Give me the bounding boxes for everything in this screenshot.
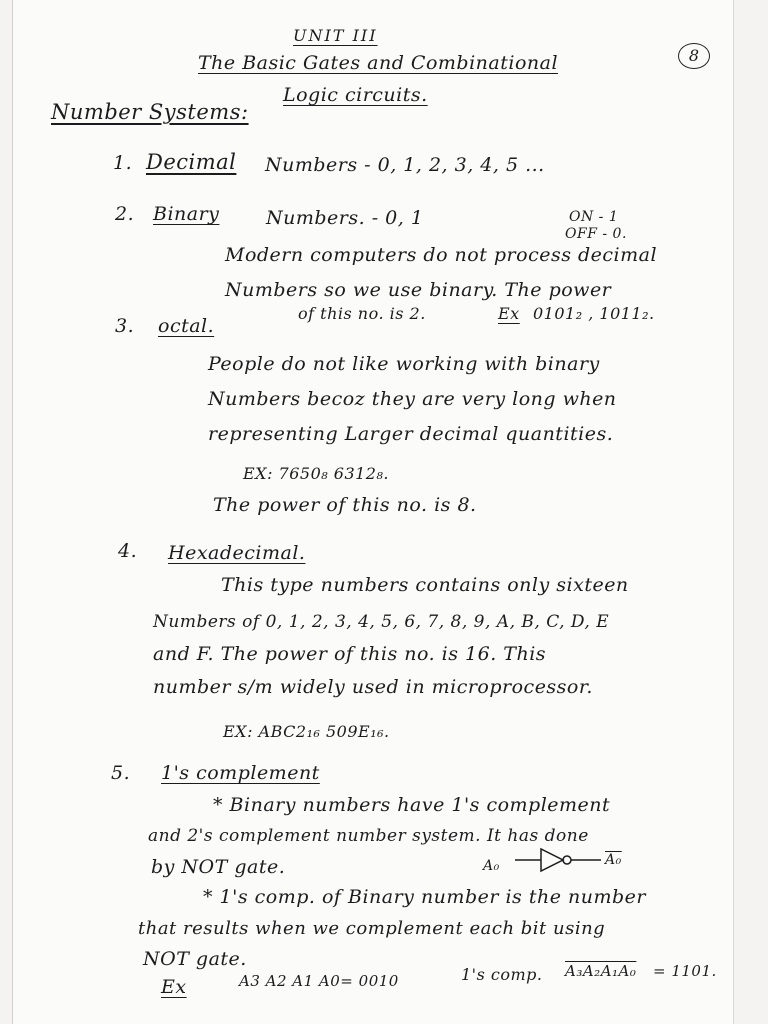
not-gate-icon (515, 846, 607, 874)
hexa-line-4: number s/m widely used in microprocessor. (153, 676, 593, 698)
binary-on: ON - 1 (569, 209, 619, 225)
octal-line-1: People do not like working with binary (208, 353, 600, 375)
ones-line-3: by NOT gate. (151, 856, 286, 878)
ones-label: 1's complement (161, 762, 320, 784)
ones-line-4: * 1's comp. of Binary number is the number (203, 886, 646, 908)
ones-comp-prefix: 1's comp. (461, 965, 543, 984)
octal-number: 3. (115, 315, 135, 337)
ones-line-1: * Binary numbers have 1's complement (213, 794, 611, 816)
page-number-circle: 8 (678, 43, 710, 69)
octal-line-3: representing Larger decimal quantities. (208, 423, 614, 445)
octal-label: octal. (158, 315, 215, 337)
binary-ex-label: Ex (498, 304, 520, 323)
section-heading: Number Systems: (51, 100, 249, 124)
octal-power: The power of this no. is 8. (213, 494, 477, 516)
binary-number: 2. (115, 203, 135, 225)
binary-line-3: of this no. is 2. (298, 304, 426, 323)
octal-example: EX: 7650₈ 6312₈. (243, 464, 389, 483)
ones-comp-value: = 1101. (653, 962, 717, 980)
decimal-number: 1. (113, 152, 133, 174)
hexa-number: 4. (118, 540, 138, 562)
gate-output-label: A₀ (605, 852, 622, 868)
hexa-label: Hexadecimal. (168, 542, 306, 564)
binary-off: OFF - 0. (565, 226, 627, 242)
hexa-line-3: and F. The power of this no. is 16. This (153, 643, 547, 665)
ones-ex-value: A3 A2 A1 A0= 0010 (239, 972, 399, 990)
binary-label: Binary (153, 203, 220, 225)
gate-input-label: A₀ (483, 858, 500, 874)
binary-text: Numbers. - 0, 1 (266, 207, 424, 229)
decimal-label: Decimal (146, 150, 237, 174)
unit-heading: UNIT III (293, 26, 378, 45)
binary-line-2: Numbers so we use binary. The power (225, 279, 612, 301)
hexa-line-1: This type numbers contains only sixteen (221, 574, 629, 596)
binary-line-1: Modern computers do not process decimal (225, 244, 658, 266)
ones-line-2: and 2's complement number system. It has done (148, 826, 589, 846)
ones-ex-label: Ex (161, 976, 187, 998)
title-line-1: The Basic Gates and Combinational (198, 52, 559, 74)
ones-line-5: that results when we complement each bit using (138, 918, 606, 939)
notebook-page (12, 0, 734, 1024)
ones-number: 5. (111, 762, 131, 784)
hexa-example: EX: ABC2₁₆ 509E₁₆. (223, 722, 390, 741)
ones-line-6: NOT gate. (143, 948, 247, 970)
title-line-2: Logic circuits. (283, 84, 428, 106)
decimal-text: Numbers - 0, 1, 2, 3, 4, 5 ... (265, 154, 545, 176)
binary-ex-values: 0101₂ , 1011₂. (533, 304, 655, 323)
ones-comp-bits: A₃A₂A₁A₀ (565, 962, 637, 980)
hexa-line-2: Numbers of 0, 1, 2, 3, 4, 5, 6, 7, 8, 9, A, B, C, D, E (153, 612, 610, 632)
octal-line-2: Numbers becoz they are very long when (208, 388, 617, 410)
